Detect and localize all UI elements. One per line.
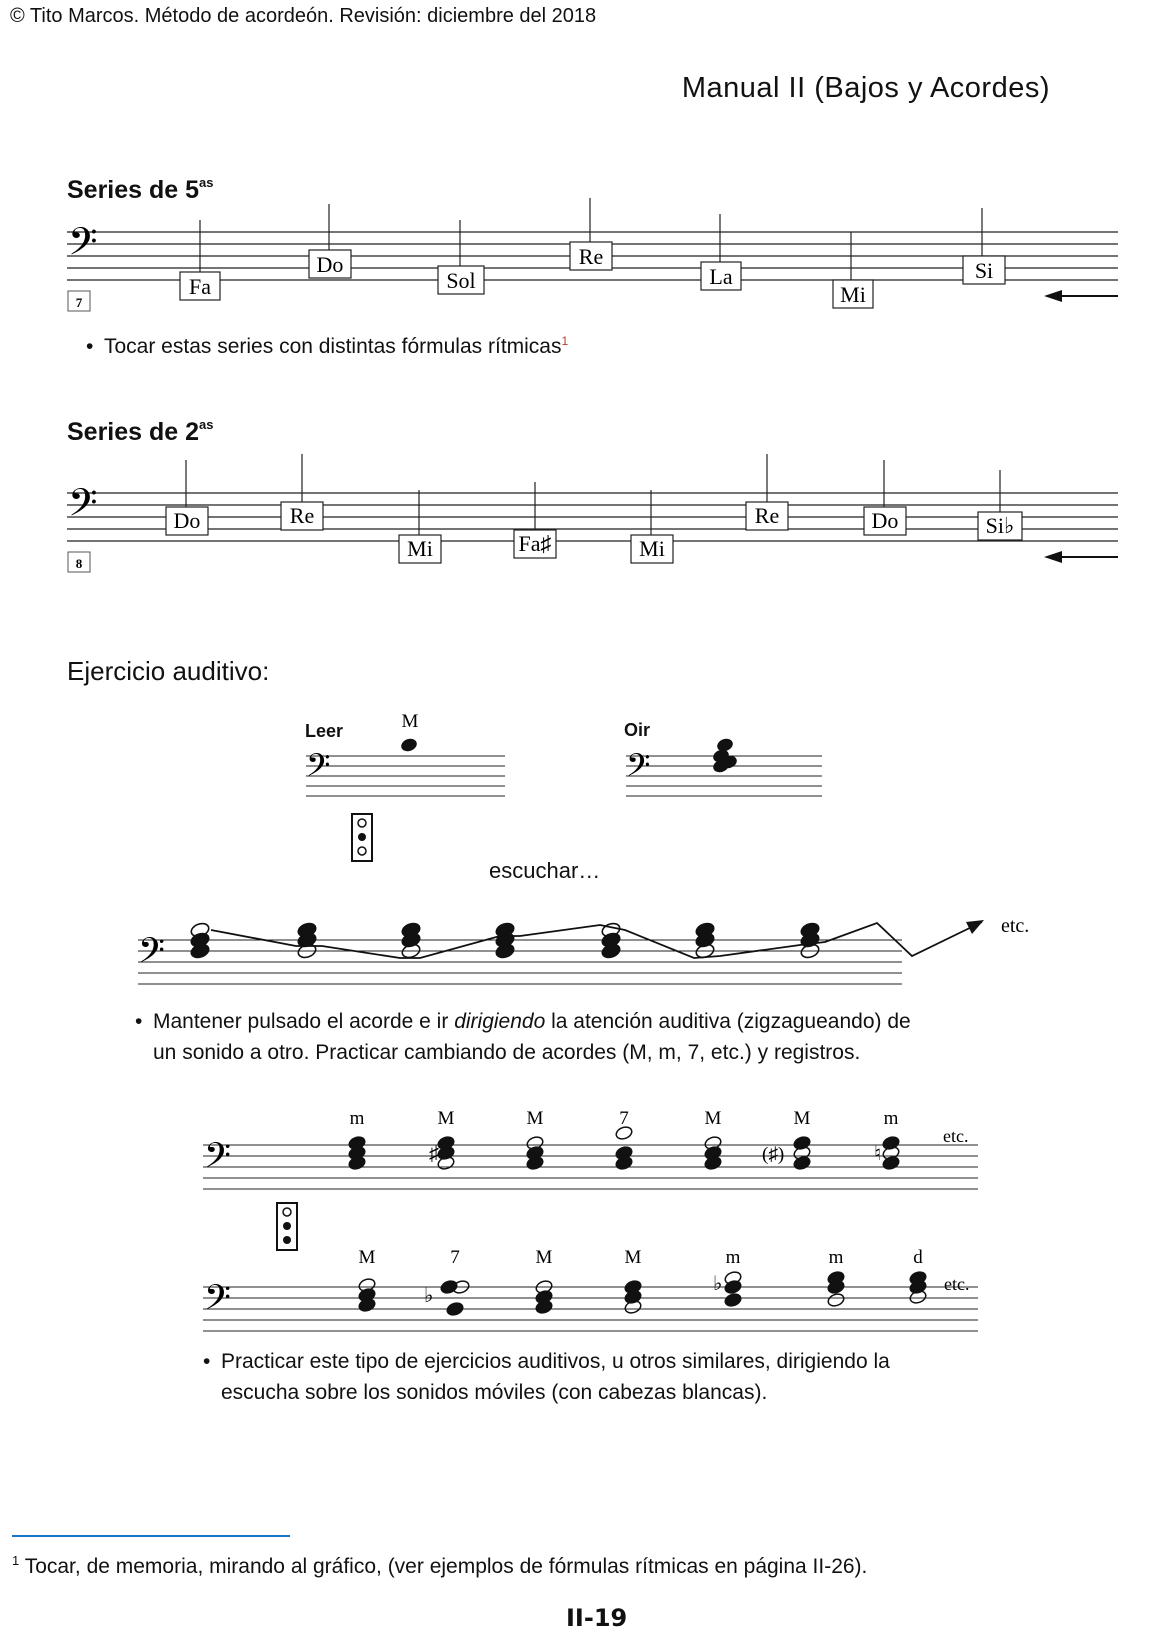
series5-note: La [709,264,733,289]
section-heading: Manual II (Bajos y Acordes) [681,72,1050,104]
series2-labels [174,503,1015,561]
series5-note: Do [316,252,344,277]
bullet1-line2: un sonido a otro. Practicar cambiando de acordes (M, m, 7, etc.) y registros. [153,1041,861,1064]
bass-clef-icon: 𝄢 [626,749,651,791]
etc-label: etc. [1001,915,1030,937]
series2-note: Do [871,508,899,533]
footnote [12,1553,867,1579]
chord-label: M [624,1247,642,1268]
series5-title-text: Series de 5 [67,176,200,204]
escuchar-label: escuchar… [489,858,601,883]
accordion-buttons-icon [277,1203,297,1250]
series5-note: Re [578,244,604,269]
leer-chord-label: M [401,711,419,732]
chord-label: d [913,1247,923,1268]
chord-label: M [704,1108,722,1129]
bass-clef-icon: 𝄢 [204,1280,232,1326]
bullet-dot-icon: • [135,1010,143,1033]
bullet1-text-b: la atención auditiva (zigzagueando) de [545,1010,911,1033]
series2-staff [67,493,1118,541]
series5-bullet-text: Tocar estas series con distintas fórmulas rítmicas [104,335,562,358]
chord-label: 7 [450,1247,460,1268]
bullet1-text-a: Mantener pulsado el acorde e ir [153,1010,455,1033]
bass-clef-icon: 𝄢 [68,221,98,272]
series2-title-sup: as [199,416,214,432]
series5-note: Mi [840,282,866,307]
bass-clef-icon: 𝄢 [138,933,166,979]
leer-staff [306,756,505,796]
leer-label: Leer [305,721,344,741]
bass-clef-icon: 𝄢 [204,1138,232,1184]
chord-label: M [793,1108,811,1129]
accordion-buttons-icon [352,814,372,861]
etc-label: etc. [944,1274,970,1294]
bullet2-line1: Practicar este tipo de ejercicios auditivos, u otros similares, dirigiendo la [221,1350,890,1373]
series2-title [67,418,214,447]
bullet-dot-icon: • [86,335,94,358]
bullet-dot-icon: • [203,1350,211,1373]
footnote-divider [12,1535,290,1537]
chord-label: M [535,1247,553,1268]
left-arrow-icon [1044,551,1118,563]
series5-title-sup: as [199,174,214,190]
series5-note: Si [974,258,994,283]
chord-label: m [883,1108,899,1129]
series2-note: Fa♯ [518,531,552,556]
chord-label: m [828,1247,844,1268]
series2-note: Re [289,503,315,528]
row1-chord-labels [350,1108,899,1129]
bass-clef-icon: 𝄢 [306,749,331,791]
arrow-head-icon [966,920,984,934]
flat-icon: ♭ [424,1285,434,1307]
sharp-icon: ♯ [429,1143,439,1165]
page-number: II-19 [566,1604,628,1632]
exercise-number: 7 [75,295,83,310]
chord-label: m [349,1108,365,1129]
natural-icon: ♮ [874,1143,882,1165]
flat-icon: ♭ [713,1273,723,1295]
series5-note: Sol [446,268,476,293]
chord-label: m [725,1247,741,1268]
series2-title-text: Series de 2 [67,418,200,446]
row2-chord-labels [359,1247,924,1268]
row2-staff [203,1287,978,1331]
exercise-number: 8 [75,556,83,571]
bass-clef-icon: 𝄢 [68,482,98,533]
sharp-paren-icon: (♯) [762,1144,785,1165]
row2-chords [358,1270,928,1317]
chord-label: M [526,1108,544,1129]
bullet1-emphasis: dirigiendo [454,1010,546,1033]
footnote-mark: 1 [12,1553,20,1568]
etc-label: etc. [943,1126,969,1146]
row1-staff [203,1145,978,1189]
auditivo-bullet-2 [203,1346,890,1408]
chord-label: M [437,1108,455,1129]
series2-note: Re [754,503,780,528]
series2-note: Si♭ [985,513,1015,538]
auditivo-title: Ejercicio auditivo: [67,656,270,686]
series5-bullet [86,326,568,362]
note-head [399,737,418,754]
series2-note: Mi [407,536,433,561]
auditivo-bullet-1 [135,1006,911,1068]
chord-label: M [358,1247,376,1268]
footnote-ref[interactable]: 1 [561,334,569,348]
footnote-text: Tocar, de memoria, mirando al gráfico, (ver ejemplos de fórmulas rítmicas en página II-26). [24,1555,868,1578]
bullet2-line2: escucha sobre los sonidos móviles (con cabezas blancas). [221,1381,768,1404]
series2-note: Mi [639,536,665,561]
series2-note: Do [173,508,201,533]
copyright-line: © Tito Marcos. Método de acordeón. Revisión: diciembre del 2018 [10,5,597,27]
series5-note: Fa [189,274,211,299]
left-arrow-icon [1044,290,1118,302]
chord-label: 7 [619,1108,629,1129]
oir-label: Oir [624,720,651,740]
